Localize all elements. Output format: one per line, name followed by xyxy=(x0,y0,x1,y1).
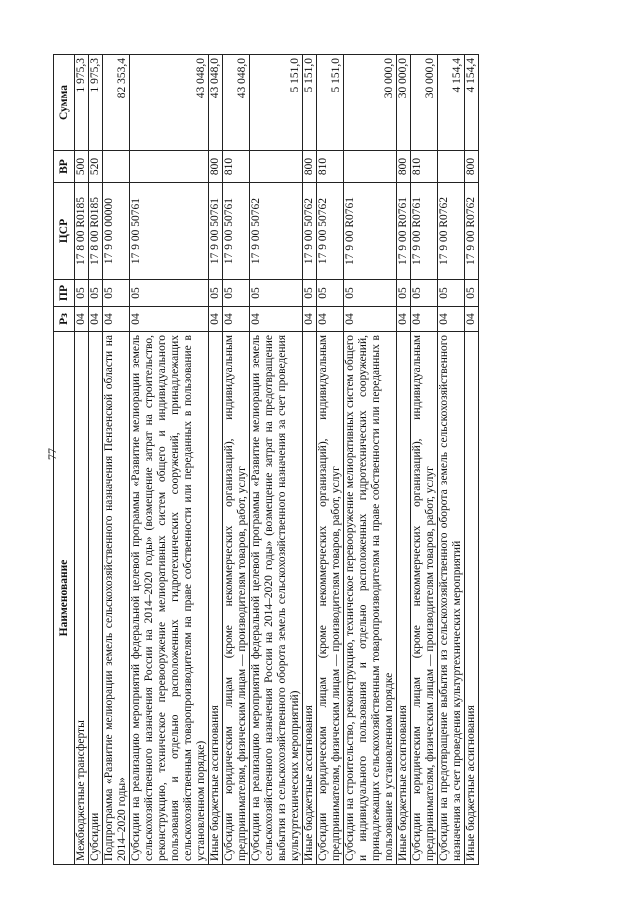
cell-vr xyxy=(103,151,130,183)
cell-name: Иные бюджетные ассигнования xyxy=(465,332,479,865)
cell-rz: 04 xyxy=(317,307,344,332)
cell-csr: 17 9 00 00000 xyxy=(103,183,130,280)
cell-rz: 04 xyxy=(465,307,479,332)
cell-csr: 17 9 00 R0762 xyxy=(438,183,465,280)
cell-name: Иные бюджетные ассигнования xyxy=(303,332,317,865)
cell-name: Субсидии юридическим лицам (кроме некоммерческих организаций), индивидуальным предпринимателям, физическим лицам — производителям товаров, работ, услуг xyxy=(223,332,250,865)
cell-sum: 43 048,0 xyxy=(130,55,209,151)
cell-name: Подпрограмма «Развитие мелиорации земель сельскохозяйственного назначения Пензенской области на 2014–2020 годы» xyxy=(103,332,130,865)
cell-pr: 05 xyxy=(103,280,130,307)
cell-csr: 17 9 00 50762 xyxy=(250,183,303,280)
cell-vr: 800 xyxy=(465,151,479,183)
table-row xyxy=(397,55,411,865)
cell-vr: 500 xyxy=(75,151,89,183)
cell-pr: 05 xyxy=(303,280,317,307)
cell-name: Субсидии юридическим лицам (кроме некоммерческих организаций), индивидуальным предпринимателям, физическим лицам — производителям товаров, работ, услуг xyxy=(411,332,438,865)
page-number: 77 xyxy=(45,448,59,460)
cell-pr: 05 xyxy=(465,280,479,307)
cell-csr: 17 9 00 50761 xyxy=(223,183,250,280)
cell-pr: 05 xyxy=(209,280,223,307)
cell-sum: 30 000,0 xyxy=(397,55,411,151)
cell-csr: 17 9 00 R0761 xyxy=(344,183,397,280)
cell-sum: 30 000,0 xyxy=(344,55,397,151)
cell-name: Субсидии юридическим лицам (кроме некоммерческих организаций), индивидуальным предпринимателям, физическим лицам — производителям товаров, работ, услуг xyxy=(317,332,344,865)
cell-vr: 800 xyxy=(303,151,317,183)
cell-rz: 04 xyxy=(303,307,317,332)
cell-name: Субсидии на реализацию мероприятий федеральной целевой программы «Развитие мелиорации земель сельскохозяйственного назначения России на 2014–2020 годы» (возмещение затрат на строительство, реконструкцию, техническое перевооружение мелиоративных систем общего и индивидуального пользования и отдельно расположенных гидротехнических сооружений, принадлежащих сельскохозяйственным товаропроизводителям на праве собственности или переданных в пользование в установленном порядке) xyxy=(130,332,209,865)
cell-vr: 810 xyxy=(317,151,344,183)
header-pr: ПР xyxy=(54,280,75,307)
cell-vr: 810 xyxy=(411,151,438,183)
cell-pr: 05 xyxy=(223,280,250,307)
cell-name: Субсидии xyxy=(89,332,103,865)
cell-pr: 05 xyxy=(130,280,209,307)
cell-rz: 04 xyxy=(75,307,89,332)
cell-name: Субсидии на строительство, реконструкцию, техническое перевооружение мелиоративных систем общего и индивидуального пользования и отдельно расположенных гидротехнических сооружений, принадлежащих сельскохозяйственным товаропроизводителям на праве собственности или переданных в пользование в установленном порядке xyxy=(344,332,397,865)
cell-rz: 04 xyxy=(344,307,397,332)
cell-sum: 82 353,4 xyxy=(103,55,130,151)
cell-pr: 05 xyxy=(250,280,303,307)
cell-name: Субсидии на реализацию мероприятий федеральной целевой программы «Развитие мелиорации земель сельскохозяйственного назначения России на 2014–2020 годы» (возмещение затрат на предотвращение выбытия из сельскохозяйственного оборота земель сельскохозяйственного назначения за счет проведения культуртехнических мероприятий) xyxy=(250,332,303,865)
cell-sum: 4 154,4 xyxy=(438,55,465,151)
cell-vr: 800 xyxy=(397,151,411,183)
cell-pr: 05 xyxy=(344,280,397,307)
cell-rz: 04 xyxy=(223,307,250,332)
cell-vr xyxy=(438,151,465,183)
header-vr: ВР xyxy=(54,151,75,183)
cell-name: Межбюджетные трансферты xyxy=(75,332,89,865)
cell-pr: 05 xyxy=(317,280,344,307)
budget-table xyxy=(53,54,479,865)
cell-sum: 5 151,0 xyxy=(317,55,344,151)
header-sum: Сумма xyxy=(54,55,75,151)
cell-pr: 05 xyxy=(89,280,103,307)
cell-sum: 30 000,0 xyxy=(411,55,438,151)
cell-sum: 43 048,0 xyxy=(209,55,223,151)
cell-rz: 04 xyxy=(250,307,303,332)
cell-csr: 17 8 00 R0185 xyxy=(89,183,103,280)
cell-vr: 520 xyxy=(89,151,103,183)
cell-csr: 17 9 00 R0762 xyxy=(465,183,479,280)
cell-vr: 810 xyxy=(223,151,250,183)
table-row xyxy=(209,55,223,865)
cell-sum: 4 154,4 xyxy=(465,55,479,151)
cell-rz: 04 xyxy=(89,307,103,332)
cell-name: Иные бюджетные ассигнования xyxy=(209,332,223,865)
cell-rz: 04 xyxy=(411,307,438,332)
table-row xyxy=(438,55,465,865)
table-header-row xyxy=(54,55,75,865)
cell-sum: 5 151,0 xyxy=(303,55,317,151)
cell-rz: 04 xyxy=(103,307,130,332)
cell-sum: 5 151,0 xyxy=(250,55,303,151)
table-row xyxy=(223,55,250,865)
cell-vr xyxy=(130,151,209,183)
cell-csr: 17 9 00 50762 xyxy=(303,183,317,280)
cell-csr: 17 9 00 50761 xyxy=(209,183,223,280)
cell-csr: 17 9 00 R0761 xyxy=(397,183,411,280)
cell-csr: 17 9 00 50761 xyxy=(130,183,209,280)
cell-pr: 05 xyxy=(397,280,411,307)
table-row xyxy=(465,55,479,865)
header-name: Наименование xyxy=(54,332,75,865)
header-csr: ЦСР xyxy=(54,183,75,280)
table-row xyxy=(75,55,89,865)
table-row xyxy=(317,55,344,865)
cell-csr: 17 9 00 50762 xyxy=(317,183,344,280)
budget-table-container xyxy=(53,55,479,865)
cell-vr xyxy=(344,151,397,183)
table-row xyxy=(130,55,209,865)
cell-sum: 1 975,3 xyxy=(75,55,89,151)
table-row xyxy=(250,55,303,865)
cell-rz: 04 xyxy=(209,307,223,332)
cell-pr: 05 xyxy=(411,280,438,307)
cell-rz: 04 xyxy=(438,307,465,332)
cell-vr: 800 xyxy=(209,151,223,183)
cell-pr: 05 xyxy=(75,280,89,307)
cell-sum: 1 975,3 xyxy=(89,55,103,151)
cell-rz: 04 xyxy=(397,307,411,332)
cell-sum: 43 048,0 xyxy=(223,55,250,151)
table-row xyxy=(103,55,130,865)
cell-csr: 17 9 00 R0761 xyxy=(411,183,438,280)
cell-csr: 17 8 00 R0185 xyxy=(75,183,89,280)
cell-name: Субсидии на предотвращение выбытия из сельскохозяйственного оборота земель сельскохозяйственного назначения за счет проведения культуртехнических мероприятий xyxy=(438,332,465,865)
cell-rz: 04 xyxy=(130,307,209,332)
cell-name: Иные бюджетные ассигнования xyxy=(397,332,411,865)
cell-vr xyxy=(250,151,303,183)
table-row xyxy=(411,55,438,865)
table-row xyxy=(303,55,317,865)
table-row xyxy=(344,55,397,865)
table-row xyxy=(89,55,103,865)
header-rz: Рз xyxy=(54,307,75,332)
cell-pr: 05 xyxy=(438,280,465,307)
